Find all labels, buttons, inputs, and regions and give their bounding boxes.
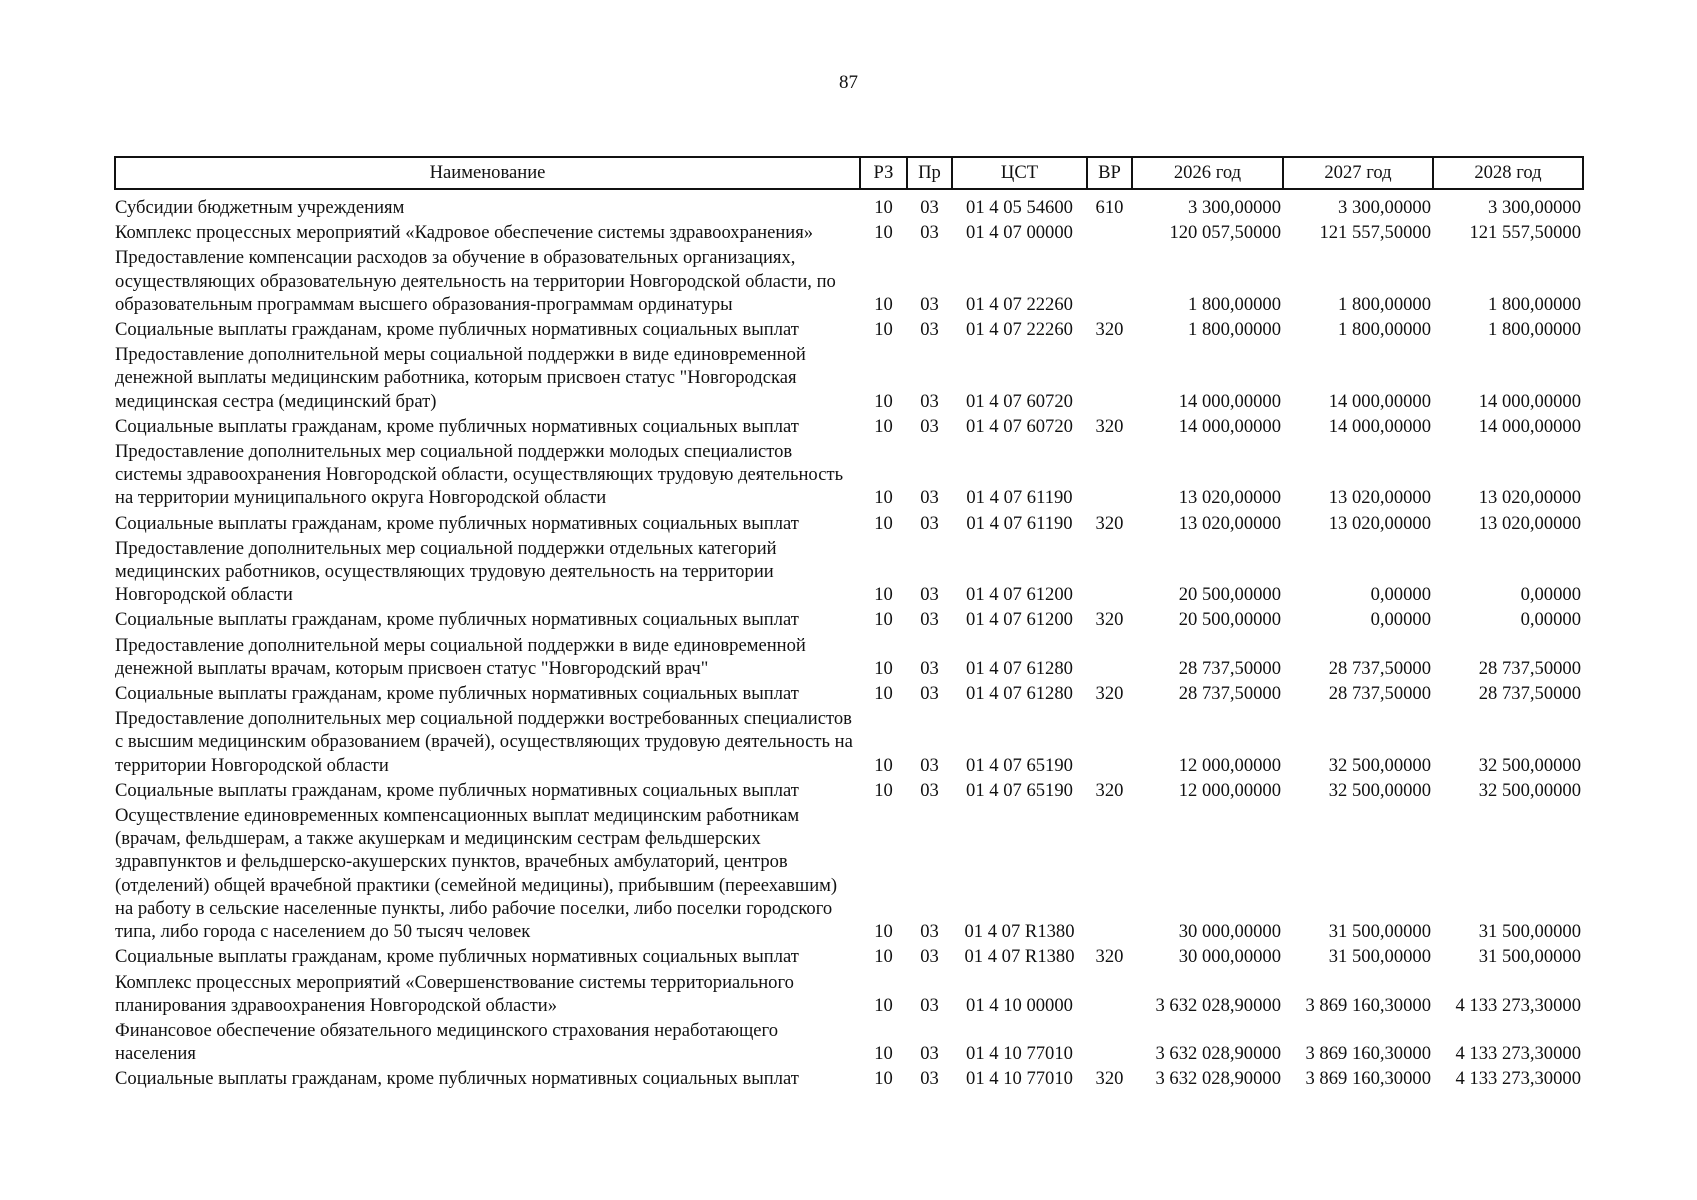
cell-rz: 10 xyxy=(874,1043,893,1065)
cell-2027: 31 500,00000 xyxy=(1328,946,1431,968)
cell-2028: 121 557,50000 xyxy=(1469,222,1581,244)
cell-name: Социальные выплаты гражданам, кроме публичных нормативных социальных выплат xyxy=(115,609,799,631)
cell-cst: 01 4 07 61190 xyxy=(966,487,1073,509)
cell-2027: 3 869 160,30000 xyxy=(1305,994,1431,1016)
cell-cst: 01 4 10 77010 xyxy=(966,1043,1073,1065)
cell-vr: 320 xyxy=(1095,319,1124,341)
cell-2028: 14 000,00000 xyxy=(1478,415,1581,437)
table-row xyxy=(115,945,1583,970)
page-number: 87 xyxy=(839,72,858,93)
cell-rz: 10 xyxy=(874,946,893,968)
cell-name: Комплекс процессных мероприятий «Кадровое обеспечение системы здравоохранения» xyxy=(115,222,814,244)
cell-2026: 13 020,00000 xyxy=(1178,487,1281,509)
table-row xyxy=(115,415,1583,440)
cell-2026: 30 000,00000 xyxy=(1178,946,1281,968)
cell-vr: 610 xyxy=(1095,197,1124,218)
cell-2026: 1 800,00000 xyxy=(1188,293,1281,315)
cell-2028: 4 133 273,30000 xyxy=(1455,994,1581,1016)
table-row xyxy=(115,246,1583,318)
cell-2028: 28 737,50000 xyxy=(1478,657,1581,679)
cell-2028: 32 500,00000 xyxy=(1478,754,1581,776)
cell-rz: 10 xyxy=(874,609,893,631)
cell-2026: 28 737,50000 xyxy=(1178,683,1281,705)
cell-2027: 121 557,50000 xyxy=(1319,222,1431,244)
cell-cst: 01 4 07 65190 xyxy=(966,754,1073,776)
table-row xyxy=(115,779,1583,804)
cell-name: Предоставление дополнительной меры социальной поддержки в виде единовременной денежной выплаты медицинским работника, которым присвоен статус "Новгородская медицинская сестра (медицинский брат) xyxy=(115,344,806,412)
cell-vr: 320 xyxy=(1095,683,1124,705)
cell-vr: 320 xyxy=(1095,1068,1124,1090)
cell-pr: 03 xyxy=(920,609,939,631)
cell-cst: 01 4 07 22260 xyxy=(966,319,1073,341)
cell-pr: 03 xyxy=(920,390,939,412)
cell-2028: 14 000,00000 xyxy=(1478,390,1581,412)
cell-2026: 30 000,00000 xyxy=(1178,921,1281,943)
cell-2026: 120 057,50000 xyxy=(1169,222,1281,244)
table-row xyxy=(115,537,1583,609)
cell-rz: 10 xyxy=(874,994,893,1016)
cell-2026: 3 632 028,90000 xyxy=(1155,1068,1281,1090)
cell-2026: 3 300,00000 xyxy=(1188,197,1281,218)
cell-rz: 10 xyxy=(874,197,893,218)
cell-vr xyxy=(1087,343,1132,415)
cell-vr xyxy=(1087,1019,1132,1067)
header-rz: РЗ xyxy=(860,157,907,189)
cell-2028: 4 133 273,30000 xyxy=(1455,1068,1581,1090)
cell-pr: 03 xyxy=(920,293,939,315)
cell-cst: 01 4 07 22260 xyxy=(966,293,1073,315)
cell-2028: 3 300,00000 xyxy=(1488,197,1581,218)
cell-name: Социальные выплаты гражданам, кроме публичных нормативных социальных выплат xyxy=(115,779,799,801)
cell-cst: 01 4 07 60720 xyxy=(966,415,1073,437)
cell-name: Предоставление дополнительной меры социальной поддержки в виде единовременной денежной выплаты врачам, которым присвоен статус "Новгородский врач" xyxy=(115,634,806,679)
cell-2028: 31 500,00000 xyxy=(1478,921,1581,943)
cell-pr: 03 xyxy=(920,487,939,509)
table-row xyxy=(115,971,1583,1019)
cell-vr xyxy=(1087,221,1132,246)
cell-name: Социальные выплаты гражданам, кроме публичных нормативных социальных выплат xyxy=(115,319,799,341)
cell-2027: 13 020,00000 xyxy=(1328,487,1431,509)
header-vr: ВР xyxy=(1087,157,1132,189)
cell-pr: 03 xyxy=(920,994,939,1016)
cell-vr: 320 xyxy=(1095,512,1124,534)
table-row xyxy=(115,1019,1583,1067)
cell-cst: 01 4 07 00000 xyxy=(966,222,1073,244)
cell-pr: 03 xyxy=(920,1043,939,1065)
cell-2026: 14 000,00000 xyxy=(1178,390,1281,412)
cell-2026: 12 000,00000 xyxy=(1178,754,1281,776)
cell-pr: 03 xyxy=(920,222,939,244)
cell-rz: 10 xyxy=(874,779,893,801)
cell-name: Социальные выплаты гражданам, кроме публичных нормативных социальных выплат xyxy=(115,946,799,968)
cell-2028: 31 500,00000 xyxy=(1478,946,1581,968)
cell-vr xyxy=(1087,634,1132,682)
cell-cst: 01 4 07 R1380 xyxy=(964,946,1075,968)
cell-name: Социальные выплаты гражданам, кроме публичных нормативных социальных выплат xyxy=(115,683,799,705)
cell-rz: 10 xyxy=(874,512,893,534)
cell-2026: 20 500,00000 xyxy=(1178,584,1281,606)
table-row xyxy=(115,634,1583,682)
cell-cst: 01 4 10 77010 xyxy=(966,1068,1073,1090)
cell-vr: 320 xyxy=(1095,609,1124,631)
cell-2026: 12 000,00000 xyxy=(1178,779,1281,801)
cell-pr: 03 xyxy=(920,946,939,968)
cell-rz: 10 xyxy=(874,487,893,509)
cell-cst: 01 4 07 61280 xyxy=(966,657,1073,679)
cell-2026: 3 632 028,90000 xyxy=(1155,994,1281,1016)
cell-2027: 31 500,00000 xyxy=(1328,921,1431,943)
table-header-row xyxy=(115,157,1583,189)
cell-2028: 32 500,00000 xyxy=(1478,779,1581,801)
cell-name: Субсидии бюджетным учреждениям xyxy=(115,197,405,218)
header-2027: 2027 год xyxy=(1283,157,1433,189)
cell-name: Социальные выплаты гражданам, кроме публичных нормативных социальных выплат xyxy=(115,1068,799,1090)
cell-2026: 14 000,00000 xyxy=(1178,415,1281,437)
cell-2027: 0,00000 xyxy=(1370,584,1431,606)
budget-table xyxy=(114,156,1584,1093)
table-row xyxy=(115,189,1583,221)
cell-rz: 10 xyxy=(874,584,893,606)
cell-name: Комплекс процессных мероприятий «Совершенствование системы территориального планирования здравоохранения Новгородской области» xyxy=(115,971,794,1016)
cell-name: Финансовое обеспечение обязательного медицинского страхования неработающего населения xyxy=(115,1019,779,1065)
cell-2027: 0,00000 xyxy=(1370,609,1431,631)
header-cst: ЦСТ xyxy=(952,157,1087,189)
table-row xyxy=(115,343,1583,415)
cell-vr xyxy=(1087,246,1132,318)
table-body xyxy=(115,189,1583,1093)
cell-2027: 1 800,00000 xyxy=(1338,319,1431,341)
cell-2028: 4 133 273,30000 xyxy=(1455,1043,1581,1065)
cell-rz: 10 xyxy=(874,754,893,776)
cell-2027: 28 737,50000 xyxy=(1328,657,1431,679)
cell-vr: 320 xyxy=(1095,779,1124,801)
cell-2026: 28 737,50000 xyxy=(1178,657,1281,679)
cell-2026: 20 500,00000 xyxy=(1178,609,1281,631)
cell-rz: 10 xyxy=(874,415,893,437)
cell-name: Социальные выплаты гражданам, кроме публичных нормативных социальных выплат xyxy=(115,415,799,437)
cell-cst: 01 4 05 54600 xyxy=(966,197,1073,218)
cell-rz: 10 xyxy=(874,921,893,943)
cell-2027: 32 500,00000 xyxy=(1328,779,1431,801)
cell-2028: 0,00000 xyxy=(1520,584,1581,606)
cell-vr xyxy=(1087,707,1132,779)
cell-2028: 28 737,50000 xyxy=(1478,683,1581,705)
cell-cst: 01 4 07 61280 xyxy=(966,683,1073,705)
cell-vr xyxy=(1087,804,1132,945)
cell-name: Предоставление компенсации расходов за обучение в образовательных организациях, осуществляющих образовательную деятельность на территории Новгородской области, по образовательным программам высшего образования-программам ординатуры xyxy=(115,247,836,315)
cell-pr: 03 xyxy=(920,319,939,341)
cell-2027: 1 800,00000 xyxy=(1338,293,1431,315)
table-row xyxy=(115,440,1583,512)
cell-2028: 1 800,00000 xyxy=(1488,319,1581,341)
cell-vr: 320 xyxy=(1095,415,1124,437)
cell-pr: 03 xyxy=(920,415,939,437)
cell-cst: 01 4 07 61190 xyxy=(966,512,1073,534)
table-row xyxy=(115,318,1583,343)
cell-rz: 10 xyxy=(874,222,893,244)
table-row xyxy=(115,707,1583,779)
cell-vr xyxy=(1087,440,1132,512)
cell-2027: 28 737,50000 xyxy=(1328,683,1431,705)
cell-2026: 1 800,00000 xyxy=(1188,319,1281,341)
cell-name: Социальные выплаты гражданам, кроме публичных нормативных социальных выплат xyxy=(115,512,799,534)
table-row xyxy=(115,804,1583,945)
cell-2028: 13 020,00000 xyxy=(1478,512,1581,534)
cell-pr: 03 xyxy=(920,584,939,606)
header-2028: 2028 год xyxy=(1433,157,1583,189)
cell-name: Осуществление единовременных компенсационных выплат медицинским работникам (врачам, фельдшерам, а также акушеркам и медицинским сестрам фельдшерских здравпунктов и фельдшерско-акушерских пунктов, врачебных амбулаторий, центров (отделений) общей врачебной практики (семейной медицины), прибывшим (переехавшим) на работу в сельские населенные пункты, либо рабочие поселки, либо поселки городского типа, либо города с населением до 50 тысяч человек xyxy=(115,805,838,943)
cell-2026: 3 632 028,90000 xyxy=(1155,1043,1281,1065)
table-row xyxy=(115,608,1583,633)
cell-cst: 01 4 07 60720 xyxy=(966,390,1073,412)
table-row xyxy=(115,682,1583,707)
cell-2027: 3 869 160,30000 xyxy=(1305,1043,1431,1065)
cell-2028: 0,00000 xyxy=(1520,609,1581,631)
cell-rz: 10 xyxy=(874,1068,893,1090)
header-pr: Пр xyxy=(907,157,952,189)
cell-pr: 03 xyxy=(920,657,939,679)
cell-2028: 13 020,00000 xyxy=(1478,487,1581,509)
cell-pr: 03 xyxy=(920,1068,939,1090)
cell-cst: 01 4 07 61200 xyxy=(966,584,1073,606)
cell-vr: 320 xyxy=(1095,946,1124,968)
cell-vr xyxy=(1087,971,1132,1019)
cell-rz: 10 xyxy=(874,657,893,679)
header-name: Наименование xyxy=(115,157,860,189)
cell-2027: 3 869 160,30000 xyxy=(1305,1068,1431,1090)
cell-rz: 10 xyxy=(874,683,893,705)
header-2026: 2026 год xyxy=(1132,157,1283,189)
cell-rz: 10 xyxy=(874,319,893,341)
cell-2027: 14 000,00000 xyxy=(1328,415,1431,437)
cell-name: Предоставление дополнительных мер социальной поддержки отдельных категорий медицинских работников, осуществляющих трудовую деятельность на территории Новгородской области xyxy=(115,537,777,606)
cell-pr: 03 xyxy=(920,921,939,943)
table-row xyxy=(115,512,1583,537)
cell-2027: 13 020,00000 xyxy=(1328,512,1431,534)
cell-pr: 03 xyxy=(920,754,939,776)
cell-name: Предоставление дополнительных мер социальной поддержки востребованных специалистов с высшим медицинским образованием (врачей), осуществляющих трудовую деятельность на территории Новгородской области xyxy=(115,708,853,776)
table-row xyxy=(115,221,1583,246)
cell-cst: 01 4 07 R1380 xyxy=(964,921,1075,943)
cell-vr xyxy=(1087,537,1132,609)
cell-2026: 13 020,00000 xyxy=(1178,512,1281,534)
cell-cst: 01 4 07 65190 xyxy=(966,779,1073,801)
cell-2027: 32 500,00000 xyxy=(1328,754,1431,776)
cell-pr: 03 xyxy=(920,512,939,534)
cell-2027: 14 000,00000 xyxy=(1328,390,1431,412)
cell-cst: 01 4 10 00000 xyxy=(966,994,1073,1016)
cell-rz: 10 xyxy=(874,390,893,412)
cell-2028: 1 800,00000 xyxy=(1488,293,1581,315)
cell-pr: 03 xyxy=(920,197,939,218)
cell-pr: 03 xyxy=(920,683,939,705)
cell-rz: 10 xyxy=(874,293,893,315)
cell-name: Предоставление дополнительных мер социальной поддержки молодых специалистов системы здравоохранения Новгородской области, осуществляющих трудовую деятельность на территории муниципального округа Новгородской области xyxy=(115,441,844,509)
cell-2027: 3 300,00000 xyxy=(1338,197,1431,218)
cell-cst: 01 4 07 61200 xyxy=(966,609,1073,631)
cell-pr: 03 xyxy=(920,779,939,801)
table-row xyxy=(115,1067,1583,1092)
